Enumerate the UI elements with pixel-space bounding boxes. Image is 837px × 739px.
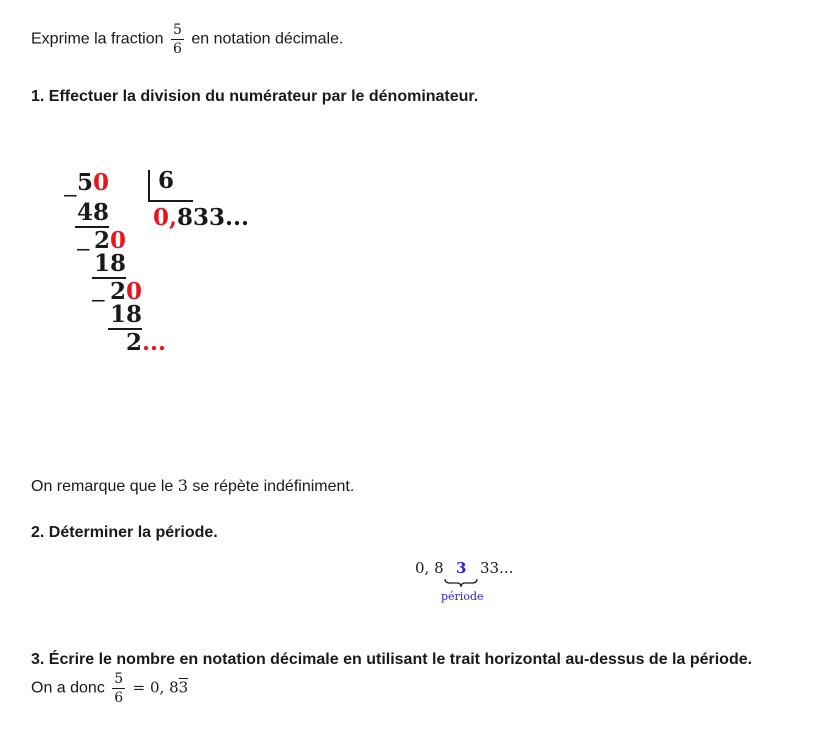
fraction-5-6 — [171, 22, 184, 57]
fraction-5-6 — [112, 671, 125, 706]
underbrace-icon — [443, 577, 479, 589]
long-division — [55, 165, 285, 365]
step1-title: 1. Effectuer la division du numérateur par le dénominateur. — [31, 88, 479, 105]
intro-text-after: en notation décimale. — [191, 30, 344, 48]
fraction-denominator: 6 — [114, 690, 124, 706]
minus-sign: − — [90, 288, 107, 312]
period-digit: 3 — [456, 559, 467, 577]
remark-text-before: On remarque que le — [31, 478, 174, 495]
subtrahend-3: 18 — [110, 301, 143, 328]
fraction-denominator: 6 — [172, 41, 182, 57]
intro-text-before: Exprime la fraction — [31, 30, 164, 48]
remainder-digit: 2 — [94, 227, 111, 254]
remainder-digit: 2 — [126, 329, 143, 356]
remainder-digit: 2 — [110, 278, 127, 305]
remainder-added-zero: 0 — [110, 227, 127, 254]
remainder-3 — [126, 330, 166, 356]
quotient-decimals: 833... — [177, 204, 250, 231]
remainder-added-zero: 0 — [126, 278, 143, 305]
quotient-integer-part: 0, — [153, 204, 178, 231]
remark-line — [31, 476, 354, 496]
dividend — [77, 170, 109, 196]
subtrahend-2: 18 — [94, 250, 127, 277]
subtrahend-1: 48 — [77, 199, 110, 226]
dividend-digit: 5 — [77, 169, 94, 196]
period-illustration — [415, 559, 535, 609]
step2-title: 2. Déterminer la période. — [31, 524, 218, 541]
dividend-added-zero: 0 — [93, 169, 110, 196]
step3-title: 3. Écrire le nombre en notation décimale en utilisant le trait horizontal au-dessus de la période. — [31, 651, 753, 668]
fraction-numerator: 5 — [114, 671, 124, 687]
minus-sign: − — [75, 237, 92, 261]
divisor-bracket-horizontal — [148, 200, 193, 202]
divisor: 6 — [158, 167, 175, 194]
remainder-ellipsis: ... — [142, 329, 167, 356]
remark-digit: 3 — [177, 476, 188, 495]
conclusion-line — [31, 671, 188, 706]
conclusion-text: On a donc — [31, 679, 105, 697]
remark-text-after: se répète indéfiniment. — [192, 478, 355, 495]
period-label: période — [441, 590, 484, 603]
number-end: 33... — [480, 559, 514, 577]
conclusion-equals: = 0, 8 — [132, 678, 179, 697]
number-start: 0, 8 — [415, 559, 444, 577]
fraction-numerator: 5 — [172, 22, 182, 38]
minus-sign: − — [62, 183, 79, 207]
quotient — [153, 205, 249, 231]
intro-line — [31, 22, 343, 57]
overlined-period-digit: 3 — [178, 678, 189, 697]
divisor-bracket-vertical — [148, 170, 150, 200]
